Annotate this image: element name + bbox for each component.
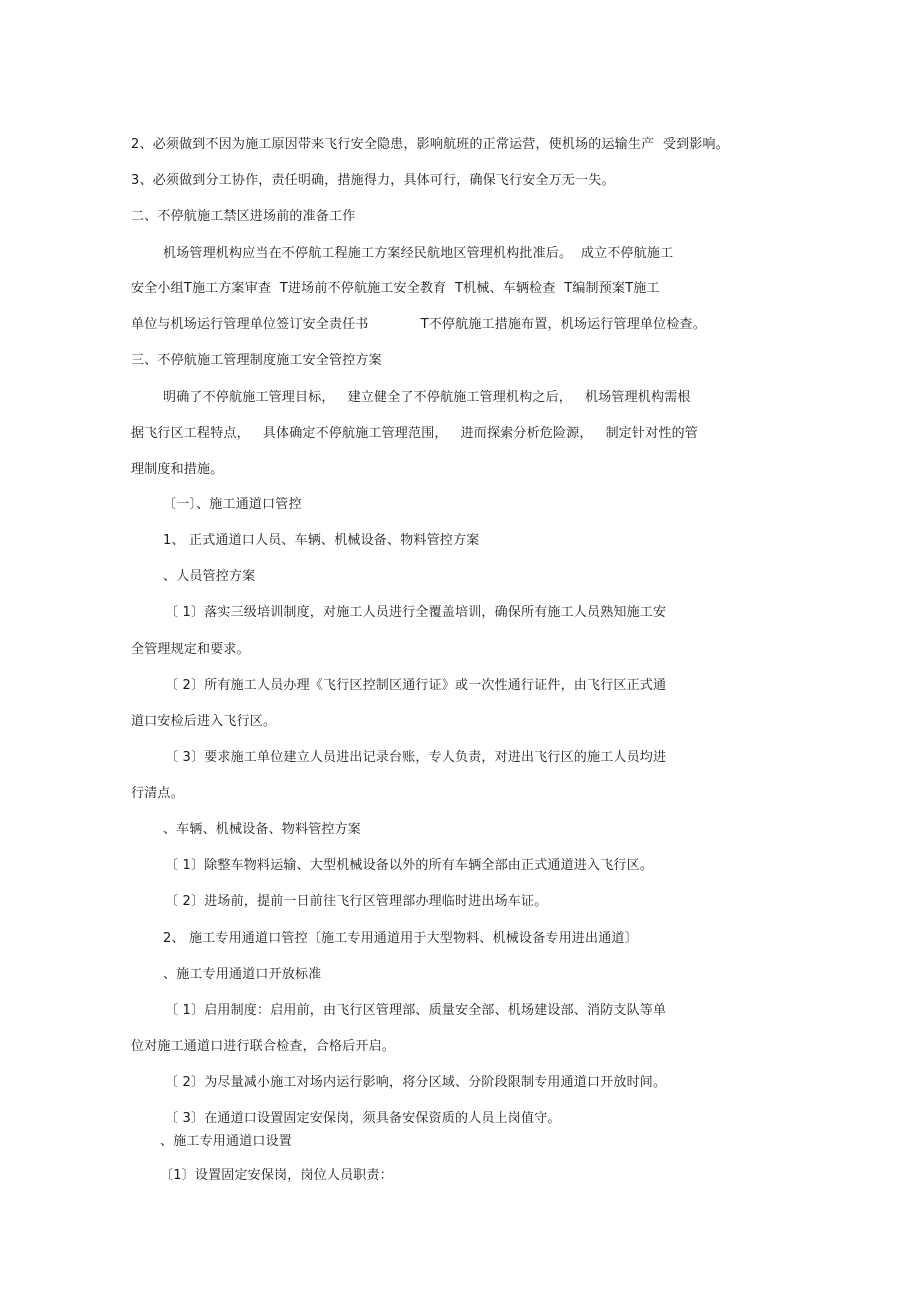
text-line: 〔 1〕启用制度：启用前，由飞行区管理部、质量安全部、机场建设部、消防支队等单 (165, 1003, 667, 1018)
text-line: 单位与机场运行管理单位签订安全责任书 T不停航施工措施布置，机场运行管理单位检查。 (131, 317, 706, 332)
text-line: 〔 2〕为尽量减小施工对场内运行影响，将分区域、分阶段限制专用通道口开放时间。 (165, 1075, 667, 1090)
section-heading: 三、不停航施工管理制度施工安全管控方案 (131, 353, 382, 368)
text-line: 〔 3〕在通道口设置固定安保岗，须具备安保资质的人员上岗值守。 (165, 1111, 561, 1126)
text-line: 明确了不停航施工管理目标， 建立健全了不停航施工管理机构之后， 机场管理机构需根 (163, 390, 691, 405)
text-line: 行清点。 (131, 786, 184, 801)
subsection-heading: 、施工专用通道口开放标准 (163, 967, 322, 982)
text-line: 机场管理机构应当在不停航工程施工方案经民航地区管理机构批准后。 成立不停航施工 (163, 246, 674, 261)
text-line: 〔1〕设置固定安保岗，岗位人员职责： (160, 1168, 393, 1183)
text-line: 3、必须做到分工协作，责任明确，措施得力，具体可行，确保飞行安全万无一失。 (131, 173, 615, 188)
text-line: 全管理规定和要求。 (131, 642, 250, 657)
subsection-heading: 、施工专用通道口设置 (160, 1134, 293, 1149)
subsection-heading: 2、 施工专用通道口管控〔施工专用通道用于大型物料、机械设备专用进出通道〕 (163, 931, 638, 946)
subsection-heading: 、人员管控方案 (163, 569, 256, 584)
text-line: 据飞行区工程特点， 具体确定不停航施工管理范围， 进而探索分析危险源， 制定针对性的管 (131, 426, 698, 441)
text-line: 理制度和措施。 (131, 462, 224, 477)
text-line: 〔 2〕进场前，提前一日前往飞行区管理部办理临时进出场车证。 (165, 894, 548, 909)
subsection-heading: 〔一〕、施工通道口管控 (163, 497, 302, 512)
text-line: 〔 2〕所有施工人员办理《飞行区控制区通行证》或一次性通行证件，由飞行区正式通 (165, 678, 667, 693)
text-line: 位对施工通道口进行联合检查，合格后开启。 (131, 1039, 396, 1054)
text-line: 〔 3〕要求施工单位建立人员进出记录台账，专人负责，对进出飞行区的施工人员均进 (165, 750, 667, 765)
text-line: 2、必须做到不因为施工原因带来飞行安全隐患，影响航班的正常运营，使机场的运输生产 受到影响。 (131, 137, 729, 152)
subsection-heading: 1、 正式通道口人员、车辆、机械设备、物料管控方案 (163, 533, 480, 548)
text-line: 安全小组T施工方案审查 T进场前不停航施工安全教育 T机械、车辆检查 T编制预案T施工 (131, 281, 660, 296)
text-line: 〔 1〕除整车物料运输、大型机械设备以外的所有车辆全部由正式通道进入飞行区。 (165, 858, 654, 873)
text-line: 道口安检后进入飞行区。 (131, 714, 277, 729)
subsection-heading: 、车辆、机械设备、物料管控方案 (163, 822, 362, 837)
section-heading: 二、不停航施工禁区进场前的准备工作 (131, 209, 356, 224)
text-line: 〔 1〕落实三级培训制度，对施工人员进行全覆盖培训，确保所有施工人员熟知施工安 (165, 605, 667, 620)
